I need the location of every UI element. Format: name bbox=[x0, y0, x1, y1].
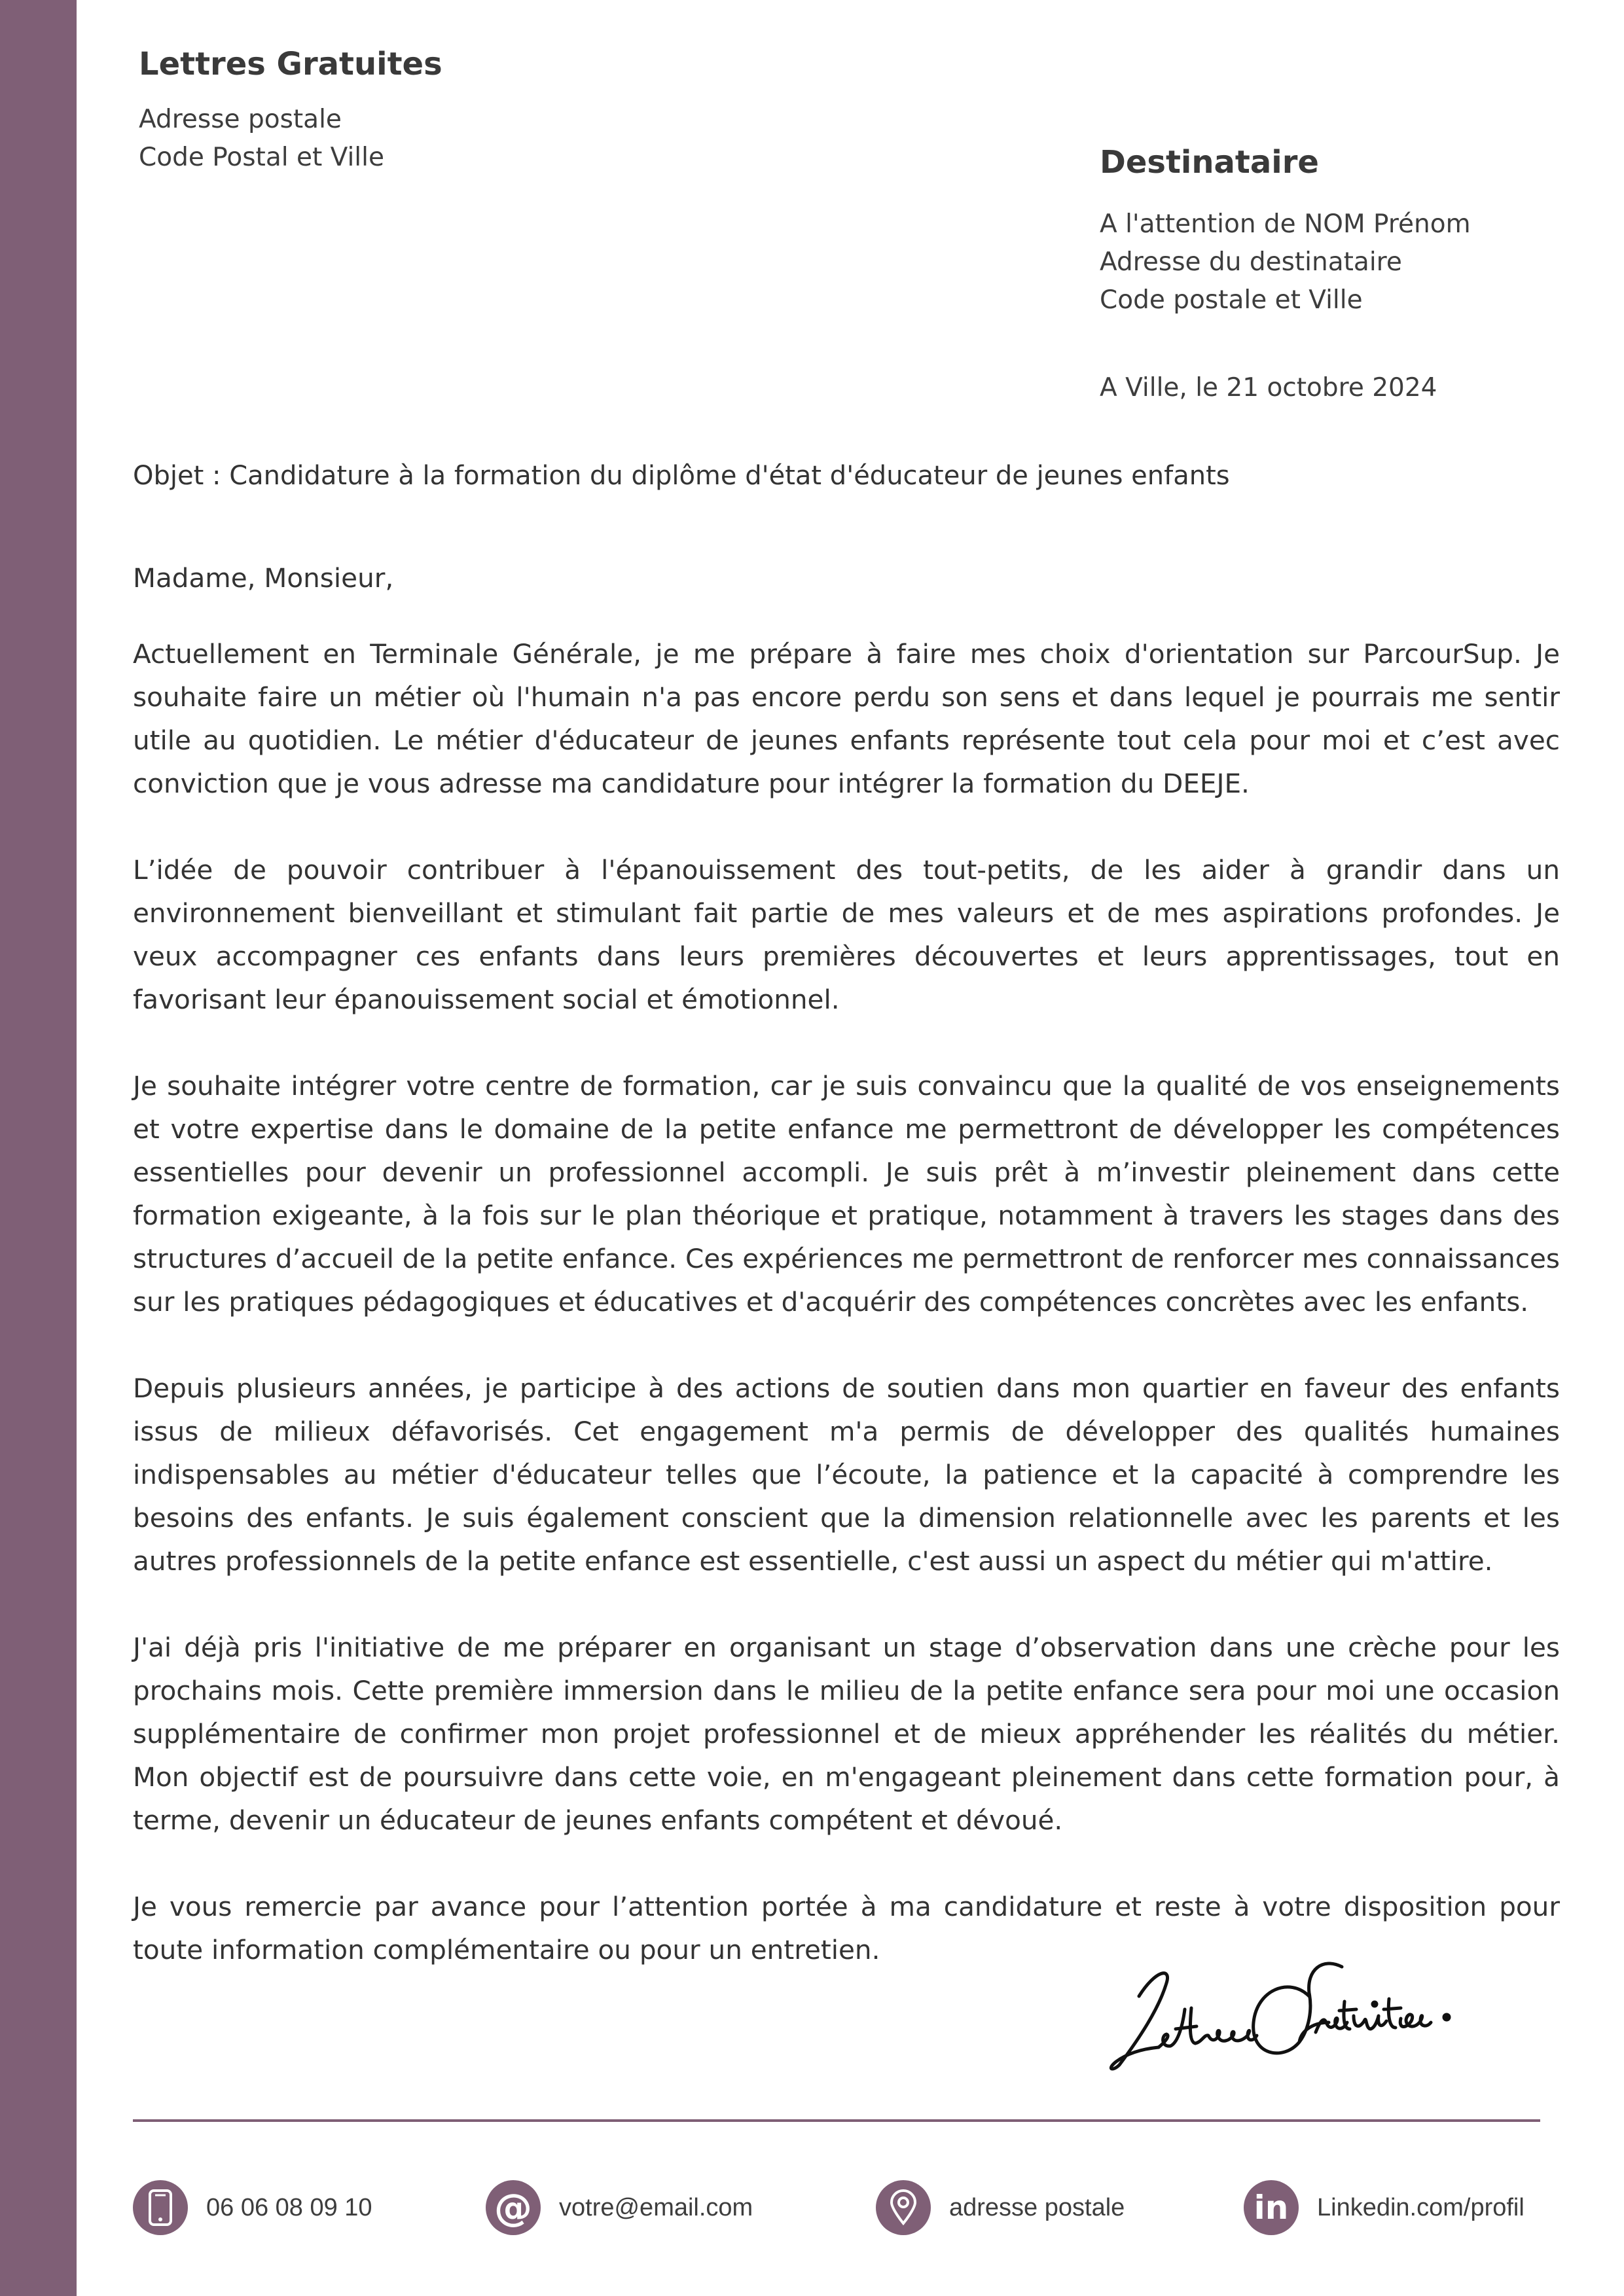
paragraph-6: Je vous remercie par avance pour l’attention portée à ma candidature et reste à votre disposition pour toute information complémentaire ou pour un entretien. bbox=[133, 1891, 1560, 1965]
email-address[interactable]: votre@email.com bbox=[559, 2193, 753, 2221]
contact-address bbox=[876, 2179, 1125, 2236]
contact-linkedin[interactable] bbox=[1244, 2179, 1525, 2236]
contact-phone bbox=[133, 2179, 372, 2236]
side-accent-bar bbox=[0, 0, 77, 2296]
postal-address: adresse postale bbox=[949, 2193, 1125, 2221]
location-pin-icon bbox=[876, 2180, 931, 2235]
footer-divider bbox=[133, 2119, 1540, 2122]
letter-body bbox=[133, 556, 1560, 2015]
paragraph-3: Je souhaite intégrer votre centre de formation, car je suis convaincu que la qualité de vos enseignements et votre expertise dans le domaine de la petite enfance me permettront de développer les compétences essentielles pour devenir un professionnel accompli. Je suis prêt à m’investir pleinement dans cette formation exigeante, à la fois sur le plan théorique et pratique, notamment à travers les stages dans des structures d’accueil de la petite enfance. Ces expériences me permettront de renforcer mes connaissances sur les pratiques pédagogiques et éducatives et d'acquérir des compétences concrètes avec les enfants. bbox=[133, 1070, 1560, 1318]
paragraph-2: L’idée de pouvoir contribuer à l'épanouissement des tout-petits, de les aider à grandir dans un environnement bienveillant et stimulant fait partie de mes valeurs et de mes aspirations profondes. Je veux accompagner ces enfants dans leurs premières découvertes et leurs apprentissages, tout en favorisant leur épanouissement social et émotionnel. bbox=[133, 854, 1560, 1015]
recipient-block bbox=[1100, 144, 1471, 319]
paragraph-5: J'ai déjà pris l'initiative de me préparer en organisant un stage d’observation dans une crèche pour les prochains mois. Cette première immersion dans le milieu de la petite enfance sera pour moi une occasion supplémentaire de confirmer mon projet professionnel et de mieux appréhender les réalités du métier. Mon objectif est de poursuivre dans cette voie, en m'engageant pleinement dans cette formation pour, à terme, devenir un éducateur de jeunes enfants compétent et dévoué. bbox=[133, 1632, 1560, 1836]
letter-date: A Ville, le 21 octobre 2024 bbox=[1100, 373, 1437, 403]
handwritten-signature bbox=[1093, 1931, 1486, 2081]
salutation: Madame, Monsieur, bbox=[133, 562, 394, 594]
paragraph-1: Actuellement en Terminale Générale, je me prépare à faire mes choix d'orientation sur ParcourSup. Je souhaite faire un métier où l'humain n'a pas encore perdu son sens et dans lequel je pourrais me sentir utile au quotidien. Le métier d'éducateur de jeunes enfants représente tout cela pour moi et c’est avec conviction que je vous adresse ma candidature pour intégrer la formation du DEEJE. bbox=[133, 638, 1560, 799]
contact-email[interactable] bbox=[486, 2179, 753, 2236]
phone-number: 06 06 08 09 10 bbox=[206, 2193, 372, 2221]
at-sign-icon: @ bbox=[486, 2180, 541, 2235]
paragraph-4: Depuis plusieurs années, je participe à des actions de soutien dans mon quartier en faveur des enfants issus de milieux défavorisés. Cet engagement m'a permis de développer des qualités humaines indispensables au métier d'éducateur telles que l’écoute, la patience et la capacité à comprendre les besoins des enfants. Je suis également conscient que la dimension relationnelle avec les parents et les autres professionnels de la petite enfance est essentielle, c'est aussi un aspect du métier qui m'attire. bbox=[133, 1372, 1560, 1577]
sender-address: Adresse postale bbox=[139, 105, 342, 134]
linkedin-icon: in bbox=[1244, 2180, 1299, 2235]
recipient-title: Destinataire bbox=[1100, 144, 1319, 181]
sender-city: Code Postal et Ville bbox=[139, 143, 384, 172]
letter-subject: Objet : Candidature à la formation du diplôme d'état d'éducateur de jeunes enfants bbox=[133, 461, 1230, 491]
phone-icon bbox=[133, 2180, 188, 2235]
recipient-attention: A l'attention de NOM Prénom bbox=[1100, 209, 1471, 239]
linkedin-url[interactable]: Linkedin.com/profil bbox=[1317, 2193, 1525, 2221]
sender-name: Lettres Gratuites bbox=[139, 46, 442, 82]
sender-block bbox=[139, 46, 442, 177]
recipient-city: Code postale et Ville bbox=[1100, 285, 1363, 315]
recipient-address: Adresse du destinataire bbox=[1100, 247, 1402, 277]
